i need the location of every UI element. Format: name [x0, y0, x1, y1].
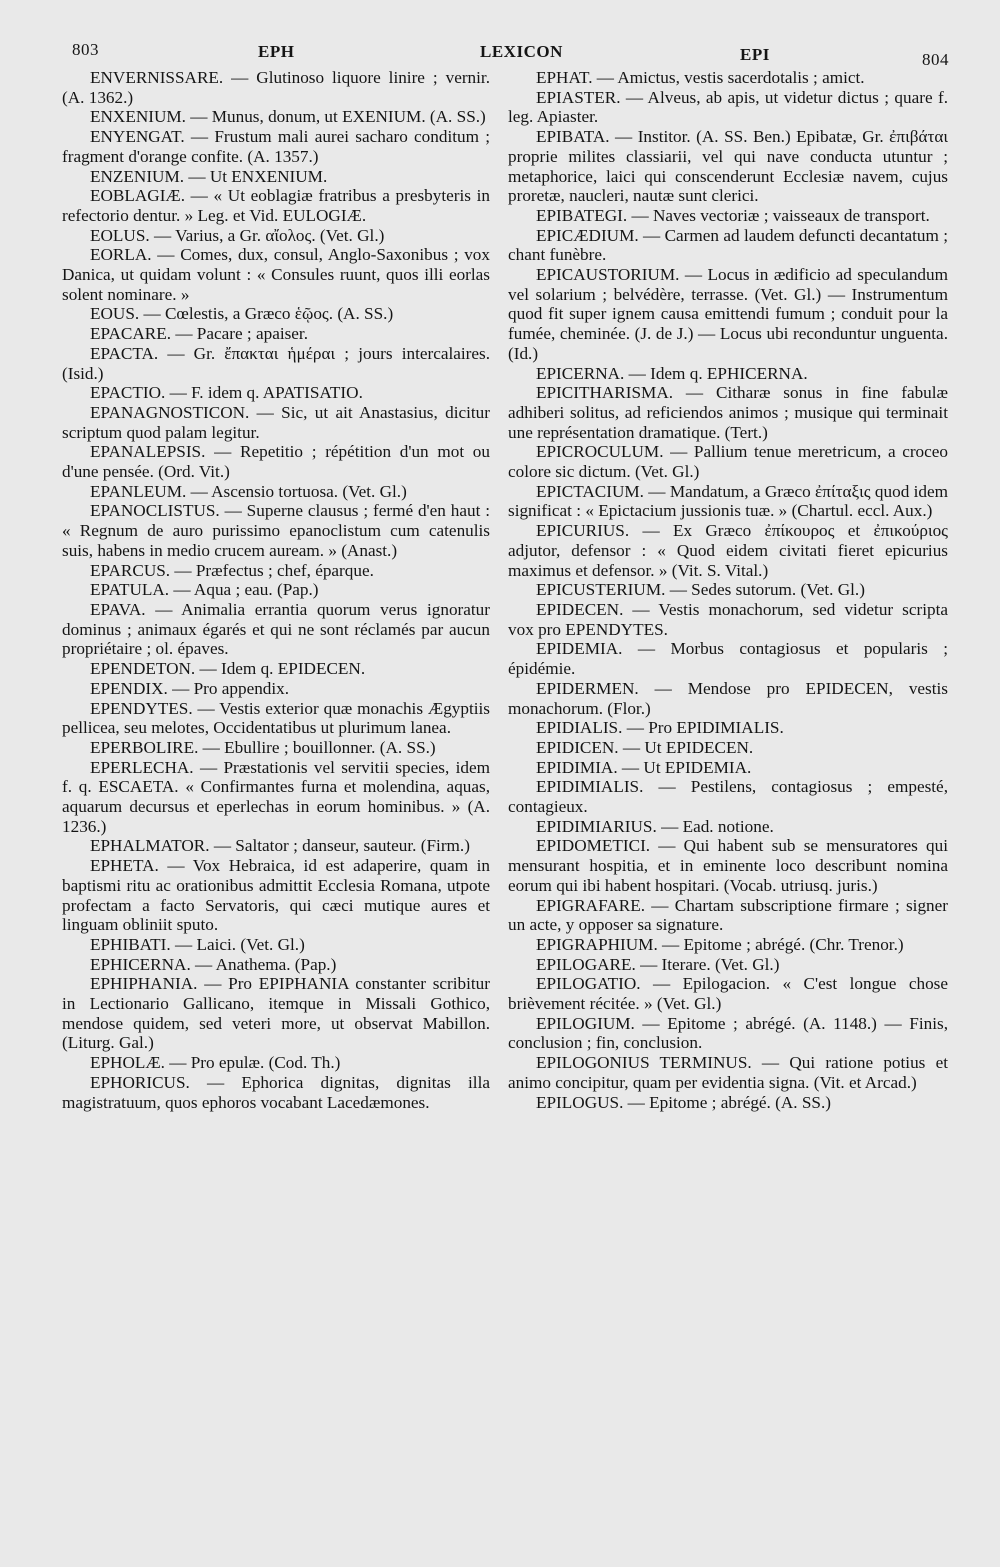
dictionary-entry: EPILOGONIUS TERMINUS. — Qui ratione potius et animo concipitur, quam per evidentia signa. (Vit. et Arcad.): [508, 1053, 948, 1092]
dictionary-entry: EPIDECEN. — Vestis monachorum, sed videtur scripta vox pro EPENDYTES.: [508, 599, 948, 639]
dictionary-entry: EOBLAGIÆ. — « Ut eoblagiæ fratribus a presbyteris in refectorio dentur. » Leg. et Vid. EULOGIÆ.: [62, 186, 490, 225]
dictionary-entry: EPIBATA. — Institor. (A. SS. Ben.) Epibatæ, Gr. ἐπιβάται proprie milites classiarii, vel qui nave conducta utuntur ; metaphorice, laici qui conscenderunt Ecclesiæ navem, cujus proretæ, naucleri, nautæ sunt clerici.: [508, 127, 948, 206]
dictionary-entry: EPICROCULUM. — Pallium tenue meretricum, a croceo colore sic dictum. (Vet. Gl.): [508, 442, 948, 482]
dictionary-entry: EPILOGIUM. — Epitome ; abrégé. (A. 1148.) — Finis, conclusion ; fin, conclusion.: [508, 1013, 948, 1053]
dictionary-entry: EPIDERMEN. — Mendose pro EPIDECEN, vestis monachorum. (Flor.): [508, 678, 948, 718]
dictionary-entry: EORLA. — Comes, dux, consul, Anglo-Saxonibus ; vox Danica, ut quidam volunt : « Consules ruunt, quos illi eorlas solent nominare. »: [62, 245, 490, 304]
dictionary-entry: EPIASTER. — Alveus, ab apis, ut videtur dictus ; quare f. leg. Apiaster.: [508, 87, 948, 127]
dictionary-entry: EPHORICUS. — Ephorica dignitas, dignitas illa magistratuum, quos ephoros vocabant Lacedæmones.: [62, 1072, 490, 1112]
dictionary-entry: EPERBOLIRE. — Ebullire ; bouillonner. (A. SS.): [90, 737, 436, 757]
dictionary-entry: EPATULA. — Aqua ; eau. (Pap.): [90, 580, 319, 600]
running-head-right: EPI: [740, 45, 770, 64]
dictionary-entry: EPANALEPSIS. — Repetitio ; répétition d'un mot ou d'une pensée. (Ord. Vit.): [62, 442, 490, 482]
dictionary-entry: EPIDIMIA. — Ut EPIDEMIA.: [536, 757, 752, 777]
dictionary-entry: EPAVA. — Animalia errantia quorum verus ignoratur dominus ; animaux égarés et qui ne sont réclamés par aucun propriétaire ; ol. épaves.: [62, 599, 490, 659]
page-number-left: 803: [72, 40, 99, 59]
dictionary-entry: EPANLEUM. — Ascensio tortuosa. (Vet. Gl.): [90, 481, 407, 501]
dictionary-entry: EPILOGATIO. — Epilogacion. « C'est longue chose brièvement récitée. » (Vet. Gl.): [508, 974, 948, 1014]
dictionary-entry: EOLUS. — Varius, a Gr. αἴολος. (Vet. Gl.): [90, 225, 385, 245]
dictionary-entry: EPICAUSTORIUM. — Locus in ædificio ad speculandum vel solarium ; belvédère, terrasse. (Vet. Gl.) — Instrumentum quod fit super ignem causa emittendi fumum ; conduit pour la fumée, cheminée. (J. de J.) — Locus ubi reconduntur unguenta. (Id.): [508, 265, 948, 363]
dictionary-entry: EPHIPHANIA. — Pro EPIPHANIA constanter scribitur in Lectionario Gallicano, itemque in Missali Gothico, mendose quidem, sed veteri more, ut observat Mabillon. (Liturg. Gal.): [62, 974, 490, 1053]
dictionary-entry: EPIDEMIA. — Morbus contagiosus et popularis ; épidémie.: [508, 639, 948, 679]
running-head-left: EPH: [258, 42, 295, 61]
dictionary-entry: EPIDOMETICI. — Qui habent sub se mensuratores qui mensurant hospitia, et in eminente loco describunt nomina eorum qui ibi habent hospitari. (Vocab. utriusq. juris.): [508, 836, 948, 895]
dictionary-entry: EPIGRAFARE. — Chartam subscriptione firmare ; signer un acte, y opposer sa signature.: [508, 895, 948, 935]
dictionary-entry: EPACARE. — Pacare ; apaiser.: [90, 324, 308, 344]
dictionary-entry: EPHALMATOR. — Saltator ; danseur, sauteur. (Firm.): [90, 836, 470, 856]
dictionary-entry: ENVERNISSARE. — Glutinoso liquore linire ; vernir. (A. 1362.): [62, 68, 490, 107]
dictionary-entry: EPIBATEGI. — Naves vectoriæ ; vaisseaux de transport.: [536, 205, 930, 225]
dictionary-entry: EPENDYTES. — Vestis exterior quæ monachis Ægyptiis pellicea, seu melotes, Occidentatibus ut plurimum lanea.: [62, 698, 490, 738]
dictionary-entry: EPHAT. — Amictus, vestis sacerdotalis ; amict.: [536, 68, 865, 87]
running-head-center: LEXICON: [480, 42, 563, 61]
dictionary-entry: EPHIBATI. — Laici. (Vet. Gl.): [90, 934, 305, 954]
dictionary-entry: EPIDICEN. — Ut EPIDECEN.: [536, 737, 754, 757]
dictionary-entry: EPICURIUS. — Ex Græco ἐπίκουρος et ἐπικούριος adjutor, defensor : « Quod eidem civitati fieret epicurius maximus et defensor. » (Vit. S. Vital.): [508, 521, 948, 580]
dictionary-entry: EPIDIALIS. — Pro EPIDIMIALIS.: [536, 718, 784, 738]
dictionary-entry: EPANAGNOSTICON. — Sic, ut ait Anastasius, dicitur scriptum quod palam legitur.: [62, 402, 490, 442]
dictionary-entry: EPERLECHA. — Præstationis vel servitii species, idem f. q. ESCAETA. « Confirmantes furna et molendina, aquas, aquarum decursus et eperlechas in eorum hominibus. » (A. 1236.): [62, 757, 490, 836]
dictionary-entry: ENYENGAT. — Frustum mali aurei sacharo conditum ; fragment d'orange confite. (A. 1357.): [62, 127, 490, 166]
dictionary-entry: EPIGRAPHIUM. — Epitome ; abrégé. (Chr. Trenor.): [536, 934, 904, 954]
dictionary-entry: EPARCUS. — Præfectus ; chef, éparque.: [90, 560, 374, 580]
dictionary-entry: EPICERNA. — Idem q. EPHICERNA.: [536, 363, 808, 383]
dictionary-entry: EPICÆDIUM. — Carmen ad laudem defuncti decantatum ; chant funèbre.: [508, 225, 948, 265]
dictionary-entry: EPHETA. — Vox Hebraica, id est adaperire, quam in baptismi ritu ac orationibus admittit Ecclesia Romana, utpote profectam a facto Servatoris, qui cæci mutique aures et linguam obliniit sputo.: [62, 856, 490, 935]
dictionary-entry: EPHICERNA. — Anathema. (Pap.): [90, 954, 337, 974]
dictionary-entry: EPACTIO. — F. idem q. APATISATIO.: [90, 383, 363, 403]
dictionary-entry: EPICTACIUM. — Mandatum, a Græco ἐπίταξις quod idem significat : « Epictacium jussionis tuæ. » (Chartul. eccl. Aux.): [508, 481, 948, 521]
dictionary-entry: ENZENIUM. — Ut ENXENIUM.: [90, 166, 328, 186]
dictionary-entry: EPACTA. — Gr. ἔπακται ἡμέραι ; jours intercalaires. (Isid.): [62, 343, 490, 383]
dictionary-entry: EPHOLÆ. — Pro epulæ. (Cod. Th.): [90, 1053, 341, 1073]
dictionary-entry: EPANOCLISTUS. — Superne clausus ; fermé d'en haut : « Regnum de auro purissimo epanoclistum cum catenulis suis, habens in medio crucem auream. » (Anast.): [62, 501, 490, 560]
dictionary-entry: EPILOGUS. — Epitome ; abrégé. (A. SS.): [536, 1092, 832, 1112]
dictionary-entry: EPENDIX. — Pro appendix.: [90, 678, 290, 698]
page-number-right: 804: [922, 50, 949, 69]
dictionary-entry: EOUS. — Cœlestis, a Græco ἑῷος. (A. SS.): [90, 304, 394, 324]
dictionary-entry: EPIDIMIARIUS. — Ead. notione.: [536, 816, 774, 836]
dictionary-entry: EPILOGARE. — Iterare. (Vet. Gl.): [536, 954, 780, 974]
dictionary-entry: ENXENIUM. — Munus, donum, ut EXENIUM. (A. SS.): [90, 107, 486, 127]
dictionary-entry: EPICITHARISMA. — Citharæ sonus in fine fabulæ adhiberi solitus, ad reficiendos animos ; musique qui terminait une représentation dramatique. (Tert.): [508, 383, 948, 442]
dictionary-entry: EPIDIMIALIS. — Pestilens, contagiosus ; empesté, contagieux.: [508, 777, 948, 817]
dictionary-entry: EPICUSTERIUM. — Sedes sutorum. (Vet. Gl.): [536, 580, 865, 600]
left-column: [62, 68, 490, 1112]
right-column: [508, 68, 948, 1112]
dictionary-entry: EPENDETON. — Idem q. EPIDECEN.: [90, 659, 366, 679]
